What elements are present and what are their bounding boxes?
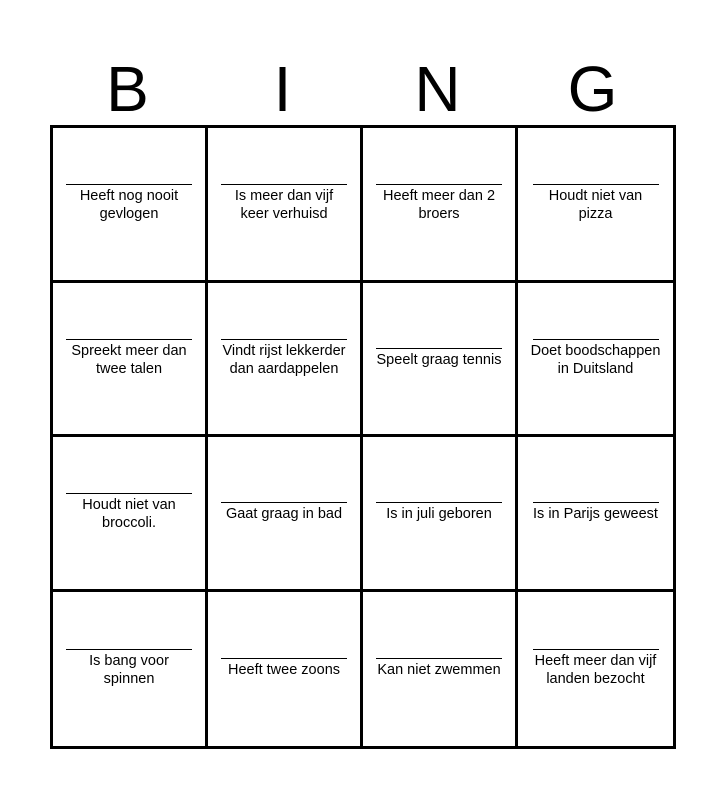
name-line — [221, 502, 347, 503]
name-line — [533, 339, 659, 340]
bingo-cell[interactable] — [363, 592, 518, 747]
cell-text: Spreekt meer dan twee talen — [71, 342, 187, 377]
cell-text: Kan niet zwemmen — [377, 662, 501, 679]
name-line — [533, 184, 659, 185]
name-line — [376, 502, 502, 503]
header-letter-g: G — [567, 53, 618, 125]
cell-text: Is in juli geboren — [386, 506, 492, 523]
bingo-cell[interactable] — [208, 592, 363, 747]
bingo-cell[interactable] — [518, 592, 673, 747]
cell-text: Speelt graag tennis — [376, 351, 502, 368]
bingo-cell[interactable] — [363, 283, 518, 438]
header-letter-i: I — [273, 53, 292, 125]
bingo-cell[interactable] — [53, 128, 208, 283]
cell-text: Doet boodschappen in Duitsland — [530, 342, 661, 377]
bingo-cell[interactable] — [518, 437, 673, 592]
bingo-cell[interactable] — [518, 283, 673, 438]
cell-text: Heeft meer dan 2 broers — [382, 188, 496, 223]
cell-text: Houdt niet van broccoli. — [82, 497, 176, 532]
name-line — [533, 649, 659, 650]
bingo-cell[interactable] — [363, 128, 518, 283]
name-line — [66, 649, 192, 650]
header-letter-n: N — [414, 53, 461, 125]
cell-text: Is meer dan vijf keer verhuisd — [234, 188, 334, 223]
cell-text: Vindt rijst lekkerder dan aardappelen — [222, 342, 346, 377]
bingo-cell[interactable] — [208, 283, 363, 438]
bingo-cell[interactable] — [53, 437, 208, 592]
cell-text: Houdt niet van pizza — [548, 188, 643, 223]
name-line — [221, 184, 347, 185]
cell-text: Is in Parijs geweest — [533, 506, 658, 523]
cell-text: Heeft twee zoons — [227, 662, 341, 679]
name-line — [66, 493, 192, 494]
name-line — [376, 184, 502, 185]
name-line — [376, 348, 502, 349]
bingo-grid — [50, 125, 676, 749]
name-line — [221, 339, 347, 340]
cell-text: Gaat graag in bad — [225, 506, 343, 523]
bingo-cell[interactable] — [53, 592, 208, 747]
header-letter-b: B — [106, 53, 149, 125]
name-line — [66, 184, 192, 185]
bingo-cell[interactable] — [208, 437, 363, 592]
bingo-cell[interactable] — [53, 283, 208, 438]
name-line — [66, 339, 192, 340]
bingo-cell[interactable] — [208, 128, 363, 283]
bingo-cell[interactable] — [518, 128, 673, 283]
cell-text: Heeft nog nooit gevlogen — [79, 188, 179, 223]
cell-text: Heeft meer dan vijf landen bezocht — [534, 653, 657, 688]
name-line — [221, 658, 347, 659]
bingo-header — [50, 52, 670, 126]
name-line — [533, 502, 659, 503]
bingo-cell[interactable] — [363, 437, 518, 592]
name-line — [376, 658, 502, 659]
cell-text: Is bang voor spinnen — [89, 653, 169, 688]
